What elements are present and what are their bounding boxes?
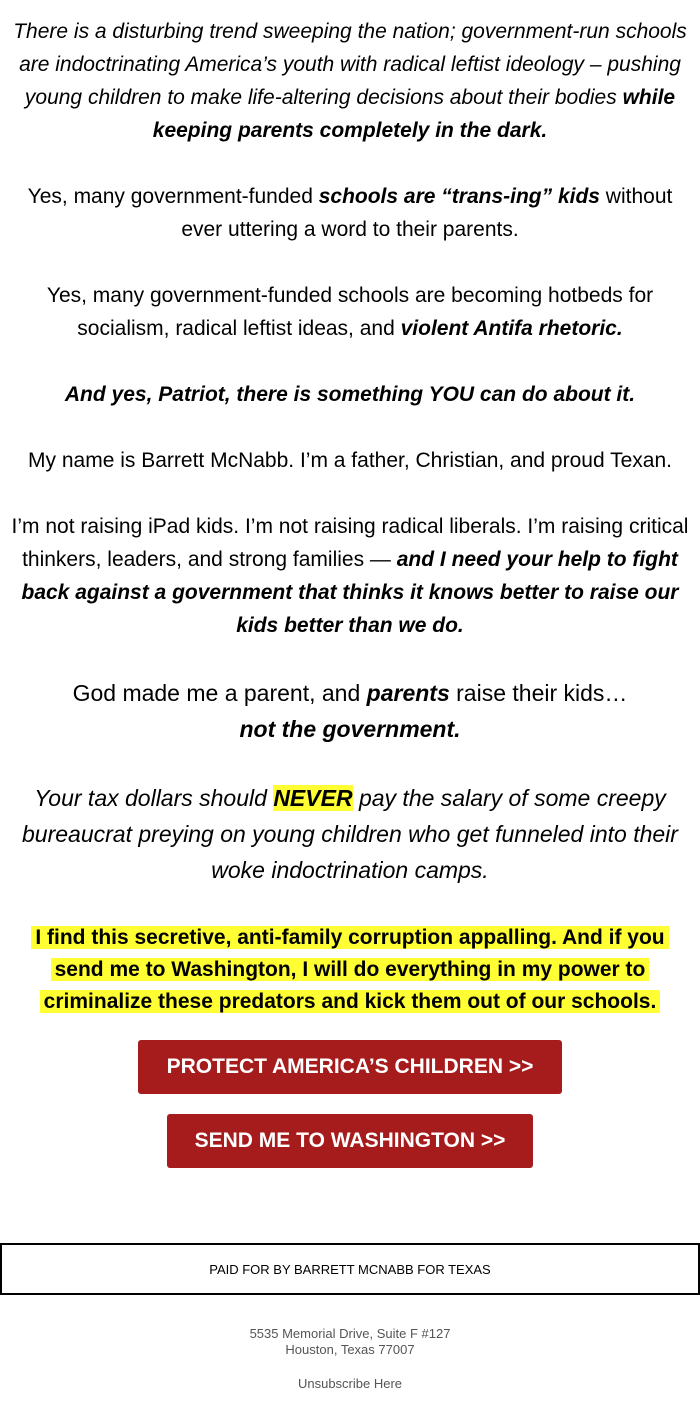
appalling-paragraph (8, 922, 692, 1018)
paid-for-disclaimer: PAID FOR BY BARRETT MCNABB FOR TEXAS (0, 1243, 700, 1295)
god-paragraph (8, 675, 692, 747)
raising-paragraph (8, 510, 692, 642)
appalling-line3: criminalize these predators and kick them out of our schools. (40, 990, 661, 1013)
tax-post: pay the salary of some creepy bureaucrat preying on young children who get funneled into their woke indoctrination camps. (22, 785, 678, 883)
protect-children-button[interactable]: PROTECT AMERICA’S CHILDREN >> (138, 1040, 562, 1094)
god-post: raise their kids… (449, 680, 628, 706)
address-line-1: 5535 Memorial Drive, Suite F #127 (249, 1326, 451, 1341)
intro-name-paragraph: My name is Barrett McNabb. I’m a father, Christian, and proud Texan. (28, 449, 672, 472)
patriot-paragraph: And yes, Patriot, there is something YOU can do about it. (64, 383, 636, 406)
socialism-bold: violent Antifa rhetoric. (400, 317, 623, 340)
socialism-pre: Yes, many government-funded schools are becoming hotbeds for socialism, radical leftist ideas, and (46, 284, 654, 340)
send-to-washington-button[interactable]: SEND ME TO WASHINGTON >> (167, 1114, 533, 1168)
appalling-line2: send me to Washington, I will do everything in my power to (51, 958, 650, 981)
intro-bold-text: while keeping parents completely in the dark. (152, 86, 676, 142)
tax-paragraph (8, 780, 692, 888)
tax-pre: Your tax dollars should (34, 785, 274, 811)
trans-bold: schools are “trans-ing” kids (318, 185, 600, 208)
never-highlight: NEVER (273, 785, 353, 811)
raising-bold: and I need your help to fight back against a government that thinks it knows better to raise our kids better than we do. (21, 548, 679, 637)
god-bold: parents (366, 680, 450, 706)
unsubscribe-link[interactable]: Unsubscribe Here (297, 1376, 403, 1391)
appalling-line1: I find this secretive, anti-family corruption appalling. And if you (31, 926, 668, 949)
socialism-paragraph (8, 279, 692, 345)
address-line-2: Houston, Texas 77007 (285, 1342, 415, 1357)
intro-paragraph (8, 15, 692, 147)
god-pre: God made me a parent, and (72, 680, 367, 706)
intro-text: There is a disturbing trend sweeping the nation; government-run schools are indoctrinating America’s youth with radical leftist ideology – pushing young children to make life-altering decisions about their bodies (13, 20, 687, 109)
god-line2: not the government. (239, 716, 461, 742)
unsubscribe-container (0, 1376, 700, 1391)
raising-pre: I’m not raising iPad kids. I’m not raising radical liberals. I’m raising critical thinkers, leaders, and strong families — (11, 515, 689, 571)
trans-pre: Yes, many government-funded (27, 185, 319, 208)
trans-paragraph (8, 180, 692, 246)
trans-post: without ever uttering a word to their parents. (181, 185, 673, 241)
